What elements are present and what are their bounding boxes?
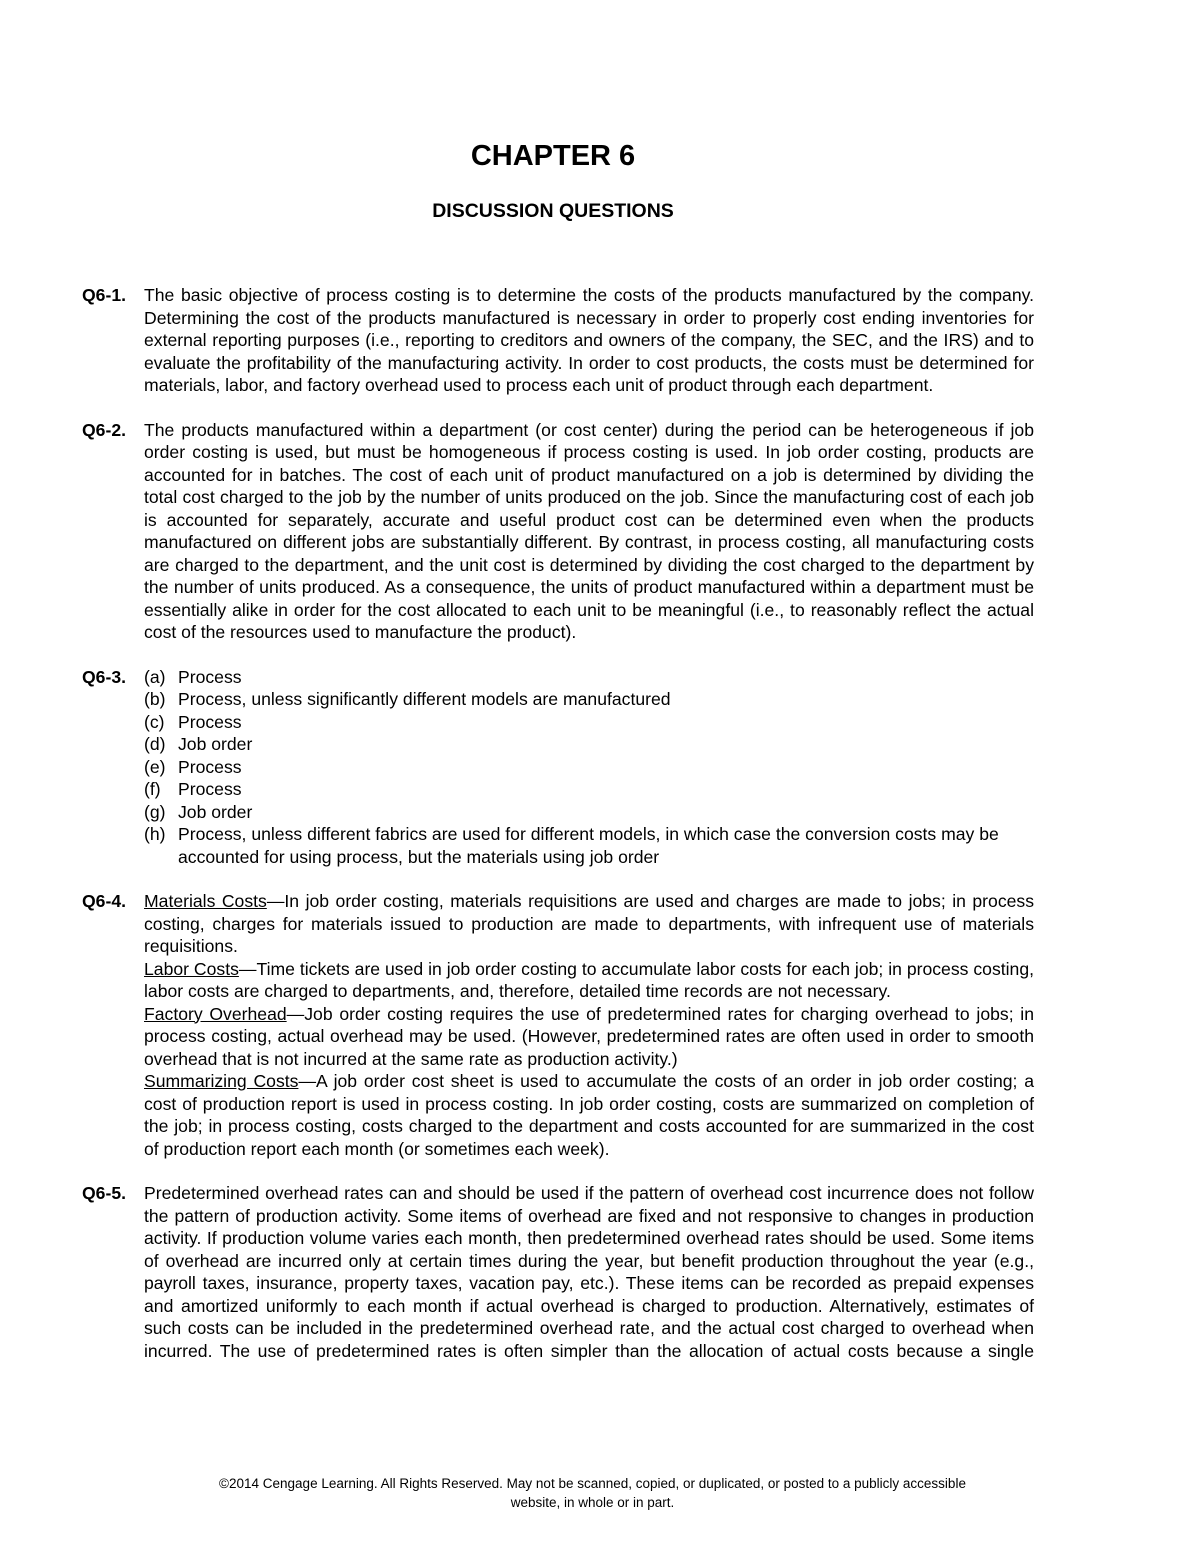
answer-item <box>144 733 1034 756</box>
answer-letter: (g) <box>144 801 166 822</box>
answer-letter: (b) <box>144 689 166 709</box>
question-q6-1 <box>82 284 1034 397</box>
answer-item <box>144 778 1034 801</box>
paragraph-text: —A job order cost sheet is used to accumulate the costs of an order in job order costing; a cost of production report is used in process costing. In job order costing, costs are summarized on completion of the job; in process costing, costs charged to the department and costs accounted for are summarized in the cost of production report each month (or sometimes each week). <box>144 1071 1034 1159</box>
question-answer: The basic objective of process costing is to determine the costs of the products manufactured by the company. Determining the cost of the products manufactured is necessary in order to properly cost ending inventories for external reporting purposes (i.e., reporting to creditors and owners of the company, the SEC, and the IRS) and to evaluate the profitability of the manufacturing activity. In order to cost products, the costs must be determined for materials, labor, and factory overhead used to process each unit of product through each department. <box>144 285 1034 395</box>
paragraph-heading: Materials Costs <box>144 891 267 911</box>
question-label: Q6-4. <box>82 891 127 911</box>
copyright-footer <box>0 1474 1185 1512</box>
answer-text: Process <box>178 666 242 687</box>
answer-text: Job order <box>178 801 253 822</box>
answer-text: Process, unless significantly different models are manufactured <box>178 689 671 709</box>
answer-letter: (d) <box>144 734 166 754</box>
question-q6-3 <box>82 666 1034 869</box>
answer-text: Process <box>178 711 242 732</box>
answer-list <box>144 666 1034 869</box>
question-label: Q6-3. <box>82 666 127 687</box>
answer-text: Job order <box>178 734 253 754</box>
answer-letter: (a) <box>144 666 166 687</box>
answer-paragraph <box>144 958 1034 1003</box>
footer-line: website, in whole or in part. <box>510 1495 675 1510</box>
answer-item <box>144 666 1034 689</box>
question-q6-5 <box>82 1182 1034 1362</box>
chapter-title: CHAPTER 6 <box>470 140 636 172</box>
answer-paragraph <box>144 890 1034 958</box>
question-q6-4 <box>82 890 1034 1160</box>
paragraph-text: —In job order costing, materials requisitions are used and charges are made to jobs; in process costing, charges for materials issued to production are made to departments, with infrequent use of materials requisitions. <box>144 891 1034 956</box>
section-title: DISCUSSION QUESTIONS <box>432 200 674 222</box>
questions-list <box>82 284 1034 1362</box>
answer-letter: (f) <box>144 779 161 799</box>
answer-paragraph <box>144 1070 1034 1160</box>
question-q6-2 <box>82 419 1034 644</box>
footer-line: ©2014 Cengage Learning. All Rights Reserved. May not be scanned, copied, or duplicated, or posted to a publicly accessible <box>219 1476 966 1491</box>
paragraph-heading: Labor Costs <box>144 958 239 979</box>
question-answer: The products manufactured within a department (or cost center) during the period can be heterogeneous if job order costing is used, but must be homogeneous if process costing is used. In job order costing, products are accounted for in batches. The cost of each unit of product manufactured on a job is determined by dividing the total cost charged to the job by the number of units produced on the job. Since the manufacturing cost of each job is accounted for separately, accurate and useful product cost can be determined even when the products manufactured on different jobs are substantially different. By contrast, in process costing, all manufacturing costs are charged to the department, and the unit cost is determined by dividing the cost charged to the department by the number of units produced. As a consequence, the units of product manufactured within a department must be essentially alike in order for the cost allocated to each unit to be meaningful (i.e., to reasonably reflect the actual cost of the resources used to manufacture the product). <box>144 419 1034 642</box>
question-label: Q6-1. <box>82 285 127 305</box>
answer-item <box>144 801 1034 824</box>
answer-item <box>144 756 1034 779</box>
answer-item <box>144 688 1034 711</box>
paragraph-heading: Factory Overhead <box>144 1003 287 1024</box>
answer-letter: (c) <box>144 711 165 732</box>
answer-text: Process <box>178 779 242 799</box>
paragraph-heading: Summarizing Costs <box>144 1071 299 1091</box>
question-answer: Predetermined overhead rates can and should be used if the pattern of overhead cost incurrence does not follow the pattern of production activity. Some items of overhead are fixed and not responsive to changes in production activity. If production volume varies each month, then predetermined overhead rates should be used. Some items of overhead are incurred only at certain times during the year, but benefit production throughout the year (e.g., payroll taxes, insurance, property taxes, vacation pay, etc.). These items can be recorded as prepaid expenses and amortized uniformly to each month if actual overhead is charged to production. Alternatively, estimates of such costs can be included in the predetermined overhead rate, and the actual cost charged to overhead when incurred. The use of predetermined rates is often simpler than the allocation of actual costs because a single <box>144 1183 1034 1361</box>
question-label: Q6-2. <box>82 419 127 440</box>
paragraph-text: —Time tickets are used in job order costing to accumulate labor costs for each job; in process costing, labor costs are charged to departments, and, therefore, detailed time records are not necessary. <box>144 958 1035 1001</box>
question-label: Q6-5. <box>82 1183 127 1203</box>
answer-letter: (h) <box>144 824 166 844</box>
answer-text: Process, unless different fabrics are used for different models, in which case the conversion costs may be accounted for using process, but the materials using job order <box>178 824 999 867</box>
answer-paragraph <box>144 1003 1034 1071</box>
answer-text: Process <box>178 756 242 777</box>
answer-item <box>144 823 1034 868</box>
paragraph-text: —Job order costing requires the use of predetermined rates for charging overhead to jobs; in process costing, actual overhead may be used. (However, predetermined rates are often used in order to smooth overhead that is not incurred at the same rate as production activity.) <box>144 1003 1034 1069</box>
answer-letter: (e) <box>144 756 166 777</box>
answer-item <box>144 711 1034 734</box>
